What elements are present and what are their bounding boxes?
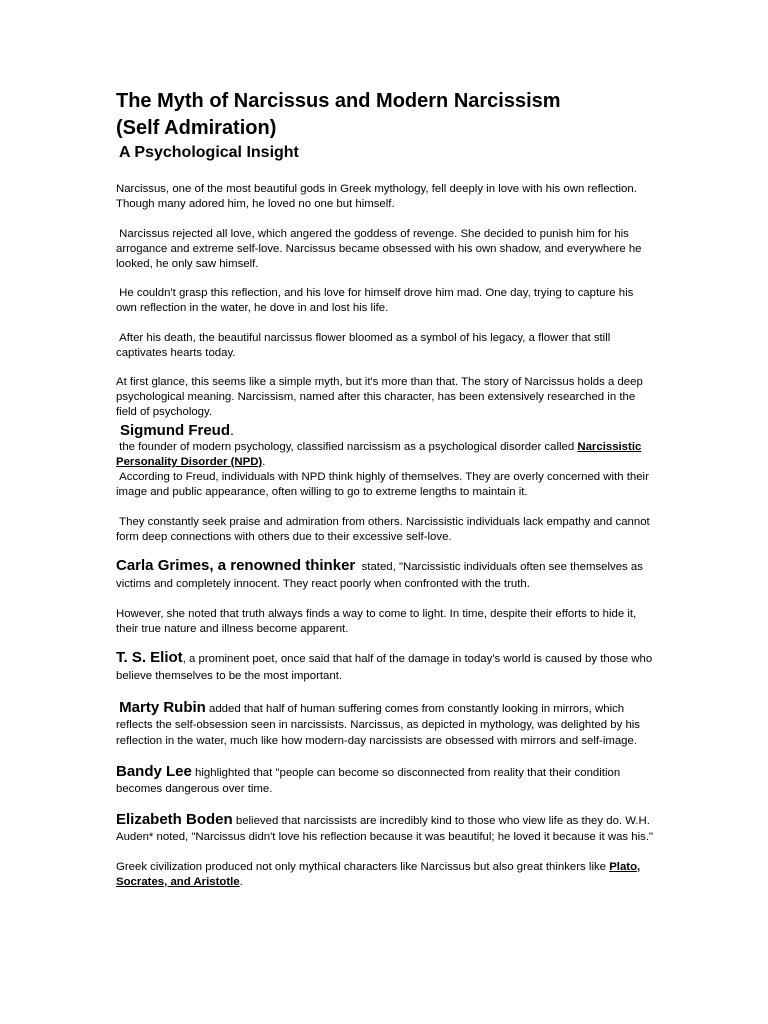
- lee-name: Bandy Lee: [116, 763, 192, 780]
- eliot-name: T. S. Eliot: [116, 649, 183, 666]
- freud-heading: Sigmund Freud.: [120, 422, 234, 439]
- rubin-name: Marty Rubin: [119, 699, 206, 716]
- paragraph-carla: Carla Grimes, a renowned thinker stated, "Narcissistic individuals often see themselves as victims and completely innocent. They react poorly when confronted with the truth.: [116, 556, 643, 590]
- paragraph-psychology: At first glance, this seems like a simple myth, but it's more than that. The story of Narcissus holds a deep psychological meaning. Narcissism, named after this character, has been extensively researched in the field of psychology.: [116, 376, 643, 418]
- paragraph-flower: After his death, the beautiful narcissus flower bloomed as a symbol of his legacy, a flower that still captivates hearts today.: [116, 331, 611, 359]
- carla-name: Carla Grimes, a renowned thinker: [116, 556, 356, 574]
- greek-philosophers: Plato, Socrates, and Aristotle: [116, 860, 641, 888]
- title-line-1: The Myth of Narcissus and Modern Narcissism: [116, 90, 561, 112]
- paragraph-rejection: Narcissus rejected all love, which angered the goddess of revenge. She decided to punish him for his arrogance and extreme self-love. Narcissus became obsessed with his own shadow, and everywhere he looked, he only saw himself.: [116, 227, 642, 270]
- document-subtitle: A Psychological Insight: [119, 144, 299, 161]
- paragraph-freud-praise: They constantly seek praise and admiration from others. Narcissistic individuals lack empathy and cannot form deep connections with others due to their excessive self-love.: [116, 515, 650, 543]
- paragraph-freud-npd: According to Freud, individuals with NPD think highly of themselves. They are overly concerned with their image and public appearance, often willing to go to extreme lengths to maintain it.: [116, 471, 649, 498]
- paragraph-lee: Bandy Lee highlighted that "people can become so disconnected from reality that their condition becomes dangerous over time.: [116, 763, 621, 795]
- npd-term: Narcissistic Personality Disorder (NPD): [116, 441, 642, 468]
- paragraph-intro: Narcissus, one of the most beautiful gods in Greek mythology, fell deeply in love with his own reflection. Though many adored him, he loved no one but himself.: [116, 183, 637, 210]
- paragraph-greek: Greek civilization produced not only mythical characters like Narcissus but also great thinkers like Plato, Socrates, and Aristotle.: [116, 860, 641, 888]
- title-line-2: (Self Admiration): [116, 117, 277, 139]
- boden-name: Elizabeth Boden: [116, 811, 233, 828]
- freud-name: Sigmund Freud: [120, 422, 230, 439]
- document-title: [116, 88, 656, 142]
- paragraph-rubin: Marty Rubin added that half of human suffering comes from constantly looking in mirrors, which reflects the self-obsession seen in narcissists. Narcissus, as depicted in mythology, was delighted by his reflection in the water, much like how modern-day narcissists are obsessed with mirrors and self-image.: [116, 699, 641, 747]
- paragraph-carla-truth: However, she noted that truth always finds a way to come to light. In time, despite their efforts to hide it, their true nature and illness become apparent.: [116, 608, 637, 635]
- paragraph-reflection: He couldn't grasp this reflection, and his love for himself drove him mad. One day, trying to capture his own reflection in the water, he dove in and lost his life.: [116, 287, 634, 314]
- paragraph-eliot: T. S. Eliot, a prominent poet, once said that half of the damage in today's world is caused by those who believe themselves to be the most important.: [116, 649, 653, 682]
- document-body: [116, 88, 656, 890]
- paragraph-boden: Elizabeth Boden believed that narcissists are incredibly kind to those who view life as they do. W.H. Auden* noted, "Narcissus didn't love his reflection because it was beautiful; he loved it because it was his.": [116, 811, 654, 843]
- paragraph-freud: the founder of modern psychology, classified narcissism as a psychological disorder called Narcissistic Personality Disorder (NPD).: [116, 441, 642, 468]
